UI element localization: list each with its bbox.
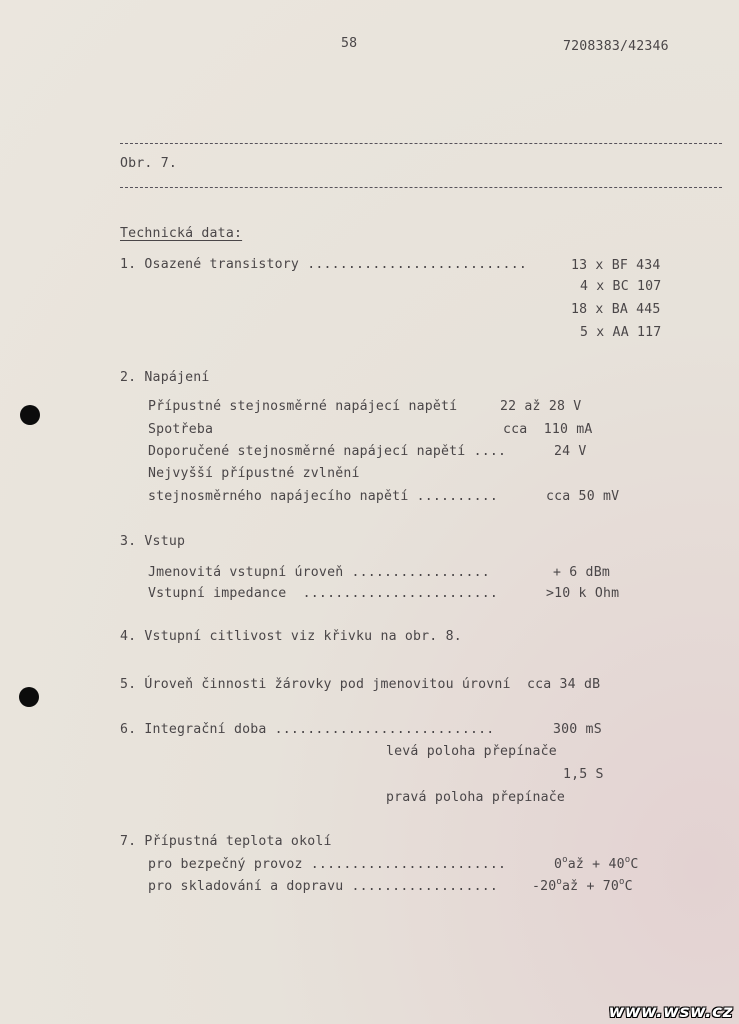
item-6-note-1: levá poloha přepínače xyxy=(386,744,557,759)
item-2-label: 2. Napájení xyxy=(120,370,210,385)
item-7-value-2 xyxy=(532,879,633,895)
item-3-line-1: Jmenovitá vstupní úroveň ................. xyxy=(148,565,490,580)
figure-label: Obr. 7. xyxy=(120,156,177,171)
item-7-value-1-unit: C xyxy=(630,857,639,872)
item-2-line-1: Přípustné stejnosměrné napájecí napětí xyxy=(148,399,458,414)
item-7-line-2: pro skladování a dopravu .................. xyxy=(148,879,499,894)
item-6-label: 6. Integrační doba ........................... xyxy=(120,722,495,737)
item-6-note-2: pravá poloha přepínače xyxy=(386,790,566,805)
item-1-label: 1. Osazené transistory ........................... xyxy=(120,257,527,272)
item-1-value-4: 5 x AA 117 xyxy=(580,325,662,340)
item-7-value-1 xyxy=(554,857,639,873)
item-7-label: 7. Přípustná teplota okolí xyxy=(120,834,332,849)
item-7-line-1: pro bezpečný provoz ........................ xyxy=(148,857,507,872)
degree-mark: o xyxy=(619,877,625,887)
item-7-value-2-low: -20 xyxy=(532,879,557,894)
punch-hole-upper xyxy=(20,405,40,425)
degree-mark: o xyxy=(562,855,568,865)
item-2-value-3: 24 V xyxy=(554,444,587,459)
item-2-value-5: cca 50 mV xyxy=(546,489,620,504)
item-3-label: 3. Vstup xyxy=(120,534,186,549)
page-number: 58 xyxy=(341,36,358,51)
item-7-value-2-unit: C xyxy=(624,879,633,894)
item-3-value-2: >10 k Ohm xyxy=(546,586,620,601)
item-2-value-1: 22 až 28 V xyxy=(500,399,582,414)
section-title: Technická data: xyxy=(120,226,243,241)
document-reference: 7208383/42346 xyxy=(563,39,669,54)
item-3-value-1: + 6 dBm xyxy=(553,565,610,580)
item-2-value-2: cca 110 mA xyxy=(503,422,593,437)
item-2-line-2: Spotřeba xyxy=(148,422,214,437)
watermark: www.wsw.cz xyxy=(608,1002,733,1022)
item-6-value-1: 300 mS xyxy=(553,722,602,737)
item-2-line-4: Nejvyšší přípustné zvlnění xyxy=(148,466,360,481)
item-1-value-2: 4 x BC 107 xyxy=(580,279,662,294)
punch-hole-lower xyxy=(19,687,39,707)
item-3-line-2: Vstupní impedance ........................ xyxy=(148,586,499,601)
degree-mark: o xyxy=(556,877,563,887)
item-2-line-3: Doporučené stejnosměrné napájecí napětí .... xyxy=(148,444,507,459)
item-7-value-1-low: 0 xyxy=(554,857,563,872)
degree-mark: o xyxy=(624,855,631,865)
item-4-text: 4. Vstupní citlivost viz křivku na obr. 8. xyxy=(120,629,462,644)
item-6-value-2: 1,5 S xyxy=(563,767,604,782)
divider-bottom xyxy=(120,187,722,188)
divider-top xyxy=(120,143,722,144)
item-1-value-1: 13 x BF 434 xyxy=(571,258,661,273)
item-2-line-5: stejnosměrného napájecího napětí .......... xyxy=(148,489,499,504)
item-1-value-3: 18 x BA 445 xyxy=(571,302,661,317)
item-5-text: 5. Úroveň činnosti žárovky pod jmenovitou úrovní cca 34 dB xyxy=(120,677,601,692)
item-7-value-1-high: až + 40 xyxy=(567,857,625,872)
item-7-value-2-high: až + 70 xyxy=(562,879,620,894)
